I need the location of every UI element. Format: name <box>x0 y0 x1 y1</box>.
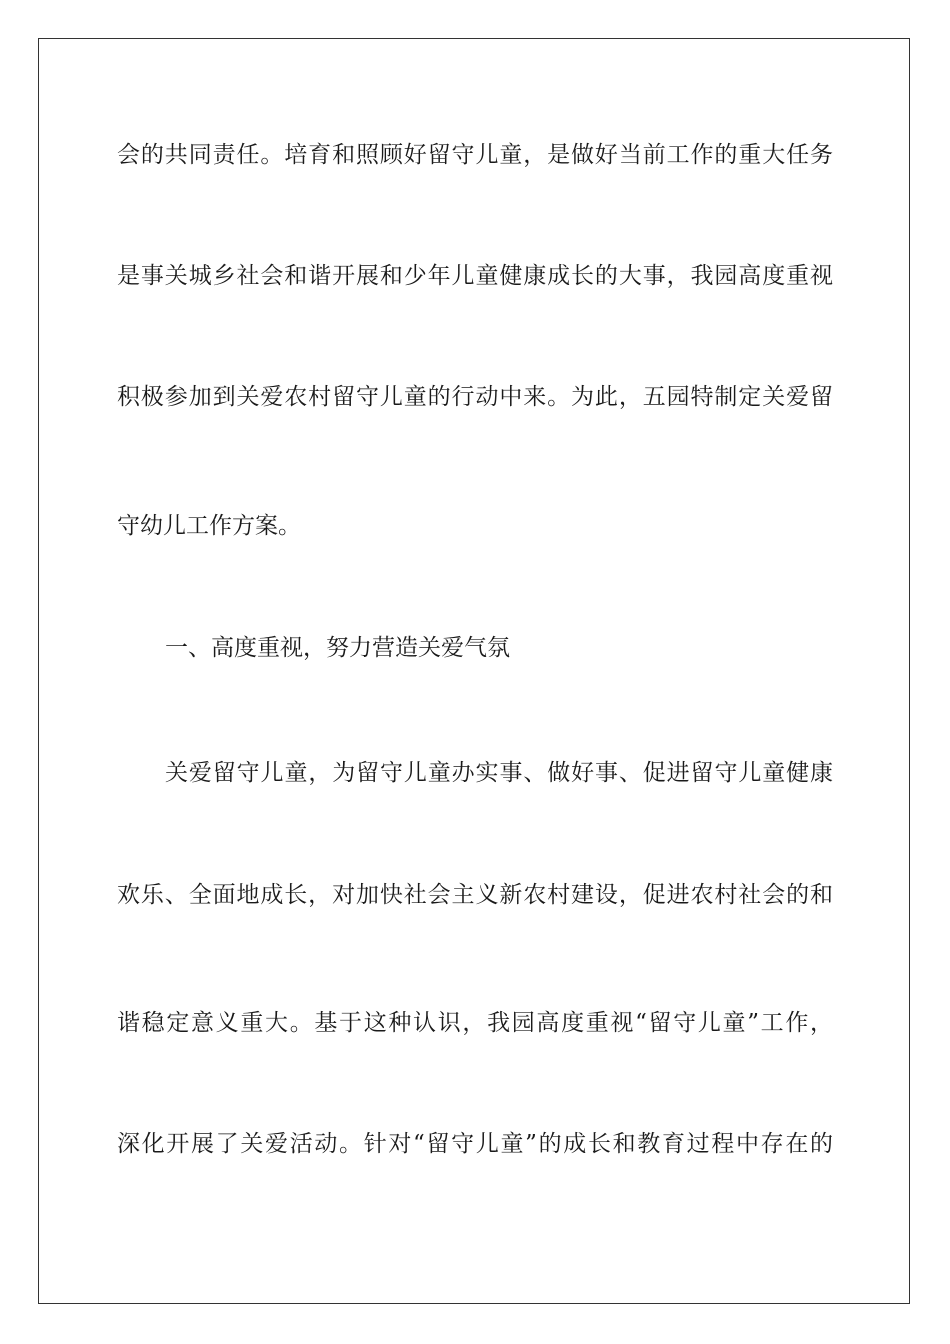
paragraph-line: 是事关城乡社会和谐开展和少年儿童健康成长的大事，我园高度重视 <box>117 263 833 289</box>
paragraph-line: 积极参加到关爱农村留守儿童的行动中来。为此，五园特制定关爱留 <box>117 384 833 410</box>
section-heading: 一、高度重视，努力营造关爱气氛 <box>165 635 510 661</box>
page-border <box>38 38 910 1304</box>
paragraph-line: 会的共同责任。培育和照顾好留守儿童，是做好当前工作的重大任务 <box>117 142 833 168</box>
paragraph-line: 守幼儿工作方案。 <box>117 513 301 539</box>
paragraph-line: 关爱留守儿童，为留守儿童办实事、做好事、促进留守儿童健康 <box>165 760 833 786</box>
paragraph-line: 欢乐、全面地成长，对加快社会主义新农村建设，促进农村社会的和 <box>117 882 833 908</box>
paragraph-line: 谐稳定意义重大。基于这种认识，我园高度重视“留守儿童”工作， <box>117 1010 833 1036</box>
paragraph-line: 深化开展了关爱活动。针对“留守儿童”的成长和教育过程中存在的 <box>117 1131 833 1157</box>
